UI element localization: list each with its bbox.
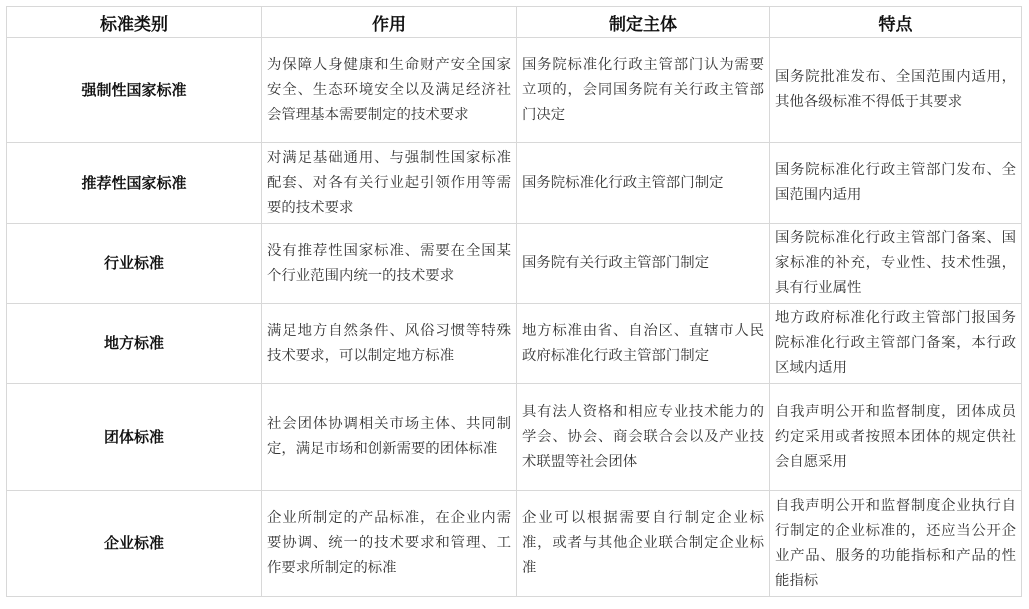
purpose-cell: 没有推荐性国家标准、需要在全国某个行业范围内统一的技术要求 (262, 224, 517, 304)
purpose-cell: 企业所制定的产品标准，在企业内需要协调、统一的技术要求和管理、工作要求所制定的标准 (262, 491, 517, 597)
category-cell: 地方标准 (7, 304, 262, 384)
authority-cell: 国务院标准化行政主管部门制定 (517, 143, 770, 224)
category-cell: 团体标准 (7, 384, 262, 491)
category-cell: 推荐性国家标准 (7, 143, 262, 224)
authority-cell: 国务院标准化行政主管部门认为需要立项的，会同国务院有关行政主管部门决定 (517, 38, 770, 143)
features-cell: 自我声明公开和监督制度企业执行自行制定的企业标准的，还应当公开企业产品、服务的功能指标和产品的性能指标 (770, 491, 1022, 597)
purpose-cell: 社会团体协调相关市场主体、共同制定，满足市场和创新需要的团体标准 (262, 384, 517, 491)
authority-cell: 具有法人资格和相应专业技术能力的学会、协会、商会联合会以及产业技术联盟等社会团体 (517, 384, 770, 491)
header-features: 特点 (770, 7, 1022, 38)
table-row (7, 304, 1022, 384)
purpose-cell: 满足地方自然条件、风俗习惯等特殊技术要求，可以制定地方标准 (262, 304, 517, 384)
authority-cell: 国务院有关行政主管部门制定 (517, 224, 770, 304)
table-row (7, 491, 1022, 597)
features-cell: 自我声明公开和监督制度，团体成员约定采用或者按照本团体的规定供社会自愿采用 (770, 384, 1022, 491)
table-row (7, 384, 1022, 491)
authority-cell: 地方标准由省、自治区、直辖市人民政府标准化行政主管部门制定 (517, 304, 770, 384)
category-cell: 强制性国家标准 (7, 38, 262, 143)
category-cell: 企业标准 (7, 491, 262, 597)
header-authority: 制定主体 (517, 7, 770, 38)
features-cell: 地方政府标准化行政主管部门报国务院标准化行政主管部门备案，本行政区域内适用 (770, 304, 1022, 384)
purpose-cell: 对满足基础通用、与强制性国家标准配套、对各有关行业起引领作用等需要的技术要求 (262, 143, 517, 224)
features-cell: 国务院批准发布、全国范围内适用，其他各级标准不得低于其要求 (770, 38, 1022, 143)
features-cell: 国务院标准化行政主管部门发布、全国范围内适用 (770, 143, 1022, 224)
standards-table (6, 6, 1022, 597)
authority-cell: 企业可以根据需要自行制定企业标准，或者与其他企业联合制定企业标准 (517, 491, 770, 597)
header-category: 标准类别 (7, 7, 262, 38)
purpose-cell: 为保障人身健康和生命财产安全国家安全、生态环境安全以及满足经济社会管理基本需要制定的技术要求 (262, 38, 517, 143)
table-row (7, 143, 1022, 224)
features-cell: 国务院标准化行政主管部门备案、国家标准的补充，专业性、技术性强，具有行业属性 (770, 224, 1022, 304)
table-row (7, 224, 1022, 304)
table-row (7, 38, 1022, 143)
category-cell: 行业标准 (7, 224, 262, 304)
header-row (7, 7, 1022, 38)
header-purpose: 作用 (262, 7, 517, 38)
